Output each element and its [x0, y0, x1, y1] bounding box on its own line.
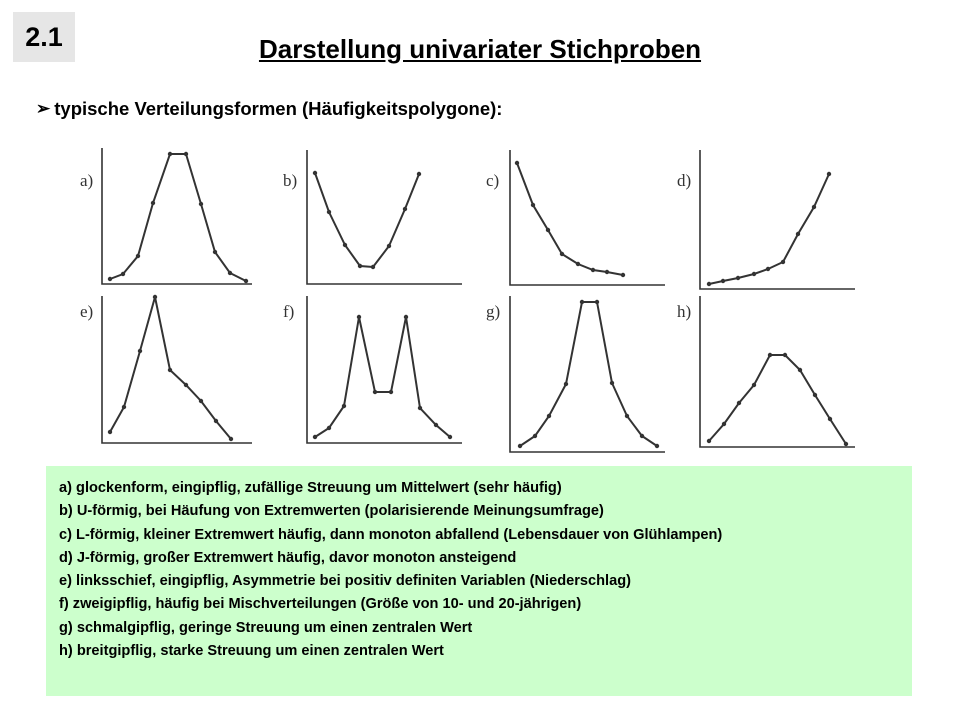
curve: [517, 163, 623, 275]
panel-a-bell: [80, 148, 252, 284]
axes: [510, 296, 665, 452]
panel-label: g): [486, 302, 501, 321]
axes: [102, 296, 252, 443]
panel-e-right-skewed: [80, 295, 252, 443]
legend-item-g: g) schmalgipflig, geringe Streuung um einen zentralen Wert: [59, 619, 473, 636]
curve-points: [518, 300, 659, 448]
panel-c-l-shaped: [486, 150, 665, 285]
curve-points: [313, 171, 421, 269]
bullet-arrow-icon: ➢: [36, 99, 51, 118]
legend-item-a: a) glockenform, eingipflig, zufällige Streuung um Mittelwert (sehr häufig): [59, 480, 562, 496]
curve: [709, 355, 846, 444]
legend-item-f: f) zweigipflig, häufig bei Mischverteilungen (Größe von 10- und 20-jährigen): [59, 596, 582, 613]
panel-d-j-shaped: [677, 150, 855, 289]
curve: [110, 154, 246, 281]
legend-box: [46, 466, 912, 696]
panel-label: d): [677, 171, 692, 190]
curve-points: [707, 353, 848, 446]
panel-label: a): [80, 171, 94, 190]
legend-item-d: d) J-förmig, großer Extremwert häufig, davor monoton ansteigend: [59, 549, 517, 566]
axes: [102, 148, 252, 284]
panel-label: b): [283, 171, 298, 190]
legend-item-c: c) L-förmig, kleiner Extremwert häufig, dann monoton abfallend (Lebensdauer von Glühlampen): [59, 526, 723, 543]
panel-label: e): [80, 302, 94, 321]
curve-points: [707, 172, 831, 286]
slide-number: 2.1: [25, 21, 63, 52]
curve: [315, 317, 450, 437]
legend-item-b: b) U-förmig, bei Häufung von Extremwerten (polarisierende Meinungsumfrage): [59, 503, 604, 520]
panel-b-u-shaped: [283, 150, 462, 284]
axes: [510, 150, 665, 285]
subtitle-text: typische Verteilungsformen (Häufigkeitspolygone):: [54, 98, 503, 119]
axes: [700, 150, 855, 289]
curve: [520, 302, 657, 446]
panel-g-narrow-peak: [486, 296, 665, 452]
curve: [315, 173, 419, 267]
panel-label: h): [677, 302, 692, 321]
axes: [307, 150, 462, 284]
curve-points: [108, 152, 248, 283]
panel-label: c): [486, 171, 500, 190]
panel-label: f): [283, 302, 295, 321]
legend-item-e: e) linksschief, eingipflig, Asymmetrie bei positiv definiten Variablen (Niederschlag): [59, 573, 632, 590]
panel-h-broad-peak: [677, 296, 855, 447]
axes: [307, 296, 462, 443]
panel-f-bimodal: [283, 296, 462, 443]
legend-item-h: h) breitgipflig, starke Streuung um einen zentralen Wert: [59, 643, 444, 660]
slide-title-text: Darstellung univariater Stichproben: [258, 34, 702, 64]
